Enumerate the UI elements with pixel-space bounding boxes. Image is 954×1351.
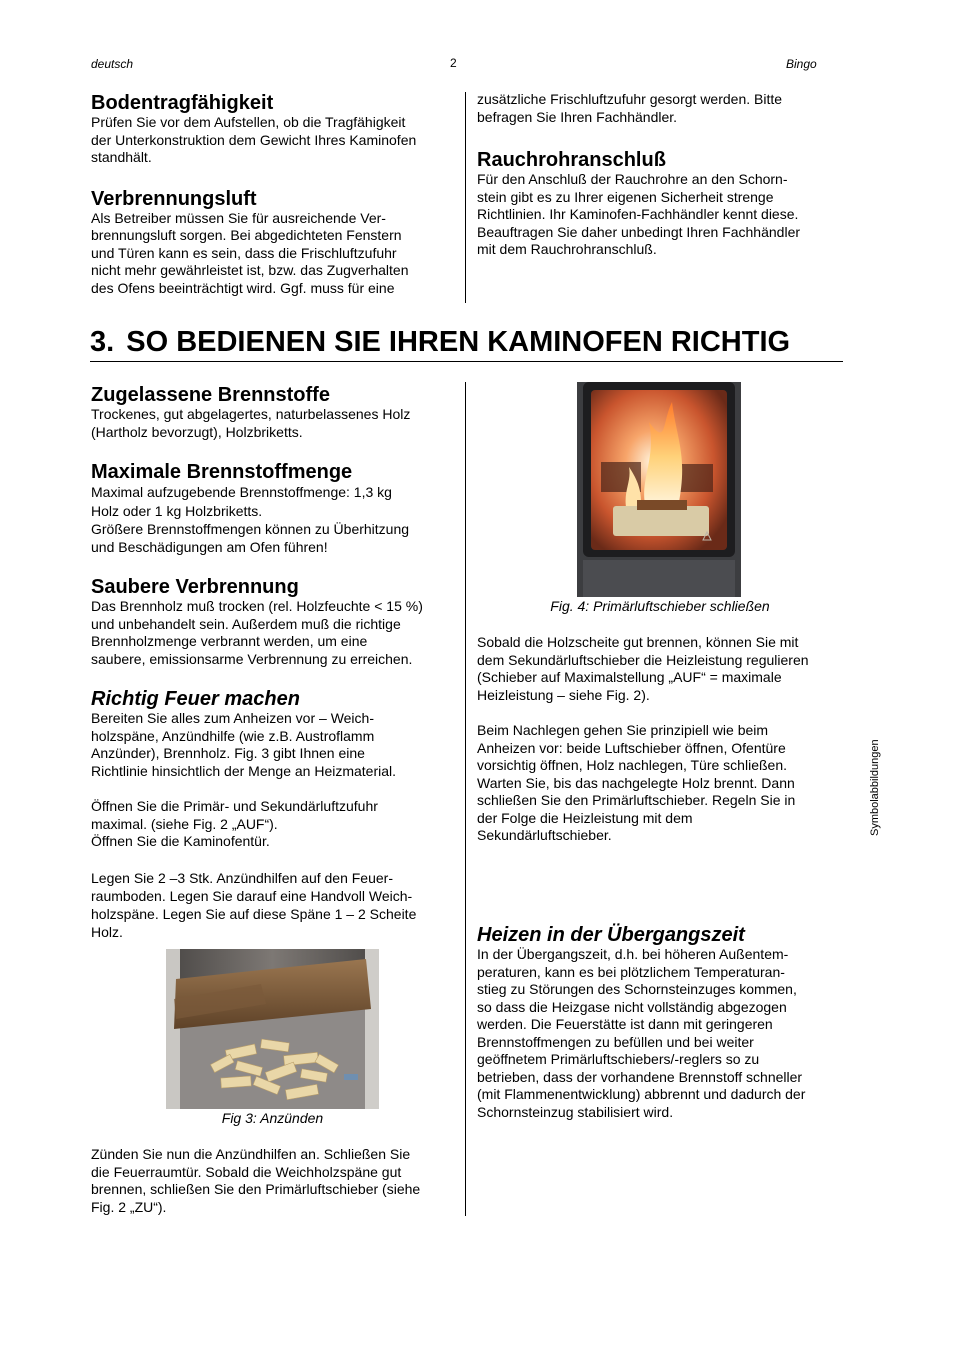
text-bodentragfaehigkeit: Prüfen Sie vor dem Aufstellen, ob die Tragfähigkeit der Unterkonstruktion dem Gewicht Ihres Kaminofen standhält.: [91, 114, 417, 165]
text-brennstoffmenge-1: Maximal aufzugebende Brennstoffmenge: 1,3 kg Holz oder 1 kg Holzbriketts.: [91, 484, 392, 519]
column-divider-bottom: [465, 382, 466, 1216]
text-brennstoffe: Trockenes, gut abgelagertes, naturbelassenes Holz (Hartholz bevorzugt), Holzbriketts.: [91, 406, 411, 440]
heading-uebergangszeit: Heizen in der Übergangszeit: [477, 924, 745, 946]
text-feuer-4: Zünden Sie nun die Anzündhilfen an. Schließen Sie die Feuerraumtür. Sobald die Weichholzspäne gut brennen, schließen Sie den Primärluftschieber (siehe Fig. 2 „ZU“).: [91, 1146, 421, 1215]
text-verbrennungsluft: Als Betreiber müssen Sie für ausreichende Ver- brennungsluft sorgen. Bei abgedichteten Fenstern und Türen kann es sein, dass die Frischluftzufuhr nicht mehr gewährleistet ist, bzw. das Zugverhalten des Ofens beeinträchtigt wird. Ggf. muss für eine: [91, 209, 409, 296]
fig3-caption: Fig 3: Anzünden: [221, 1110, 324, 1126]
heading-brennstoffmenge: Maximale Brennstoffmenge: [91, 461, 353, 483]
chapter-title: SO BEDIENEN SIE IHREN KAMINOFEN RICHTIG: [126, 326, 791, 358]
text-continuation: zusätzliche Frischluftzufuhr gesorgt werden. Bitte befragen Sie Ihren Fachhändler.: [477, 91, 783, 125]
text-brennstoffmenge-2: Größere Brennstoffmengen können zu Überhitzung und Beschädigungen am Ofen führen!: [91, 521, 410, 555]
page-number: 2: [450, 56, 457, 70]
right-column: [477, 634, 847, 845]
top-right-column: [477, 91, 847, 259]
right-column-uebergang: [477, 924, 847, 1121]
text-right-2: Beim Nachlegen gehen Sie prinzipiell wie beim Anheizen vor: beide Luftschieber öffnen, Ofentüre vorsichtig öffnen, Holz nachlegen, Türe schließen. Warten Sie, bis das nachgelegte Holz brennt. Dann schließen Sie den Primärluftschieber. Regeln Sie in der Folge die Heizleistung mit dem Sekundärluftschieber.: [477, 722, 796, 843]
fig3-image: [166, 949, 379, 1109]
header-product: Bingo: [786, 57, 817, 71]
text-uebergangszeit: In der Übergangszeit, d.h. bei höheren Außentem- peraturen, kann es bei plötzlichem Temperaturan- stieg zu Störungen des Schornsteinzuges kommen, so dass die Heizgase nicht vollständig abgezogen werden. Die Feuerstätte ist dann mit geringeren Brennstoffmengen zu befüllen und bei weiter geöffnetem Primärluftschiebers/-reglers so zu betrieben, dass der vorhandene Brennstoff schneller (mit Flammenentwicklung) abbrennt und dadurch der Schornsteinzug stabilisiert wird.: [477, 946, 806, 1120]
top-left-column: [91, 92, 461, 297]
heading-brennstoffe: Zugelassene Brennstoffe: [91, 384, 330, 406]
left-column-end: [91, 1146, 459, 1216]
sidebar-label: Symbolabbildungen: [869, 739, 881, 836]
text-feuer-2: Öffnen Sie die Primär- und Sekundärluftzufuhr maximal. (siehe Fig. 2 „AUF“). Öffnen Sie die Kaminofentür.: [91, 798, 378, 849]
chapter-heading: [90, 324, 843, 362]
heading-saubere-verbrennung: Saubere Verbrennung: [91, 576, 299, 598]
chapter-number: 3.: [90, 326, 115, 358]
heading-bodentragfaehigkeit: Bodentragfähigkeit: [91, 92, 274, 114]
heading-richtig-feuer: Richtig Feuer machen: [91, 688, 300, 710]
text-saubere-verbrennung: Das Brennholz muß trocken (rel. Holzfeuchte < 15 %) und unbehandelt sein. Außerdem muß die richtige Brennholzmenge verbrannt werden, um eine saubere, emissionsarme Verbrennung zu erreichen.: [91, 598, 423, 667]
text-feuer-1: Bereiten Sie alles zum Anheizen vor – Weich- holzspäne, Anzündhilfe (wie z.B. Austroflamm Anzünder), Brennholz. Fig. 3 gibt Ihnen eine Richtlinie hinsichtlich der Menge an Heizmaterial.: [91, 710, 397, 779]
text-right-1: Sobald die Holzscheite gut brennen, können Sie mit dem Sekundärluftschieber die Heizleistung regulieren (Schieber auf Maximalstellung „AUF“ = maximale Heizleistung – siehe Fig. 2).: [477, 634, 809, 703]
heading-verbrennungsluft: Verbrennungsluft: [91, 187, 257, 210]
text-rauchrohranschluss: Für den Anschluß der Rauchrohre an den Schorn- stein gibt es zu Ihrer eigenen Sicherheit strenge Richtlinien. Ihr Kaminofen-Fachhändler kennt diese. Beauftragen Sie daher unbedingt Ihren Fachhändler mit dem Rauchrohranschluß.: [477, 171, 801, 257]
heading-rauchrohranschluss: Rauchrohranschluß: [477, 149, 666, 171]
left-column: [91, 384, 459, 941]
header-language: deutsch: [91, 57, 134, 71]
fig4-image: [577, 382, 741, 597]
text-feuer-3: Legen Sie 2 –3 Stk. Anzündhilfen auf den Feuer- raumboden. Legen Sie darauf eine Handvoll Weich- holzspäne. Legen Sie auf diese Späne 1 – 2 Scheite Holz.: [91, 869, 417, 940]
fig4-caption: Fig. 4: Primärluftschieber schließen: [550, 598, 770, 614]
column-divider-top: [465, 92, 466, 303]
